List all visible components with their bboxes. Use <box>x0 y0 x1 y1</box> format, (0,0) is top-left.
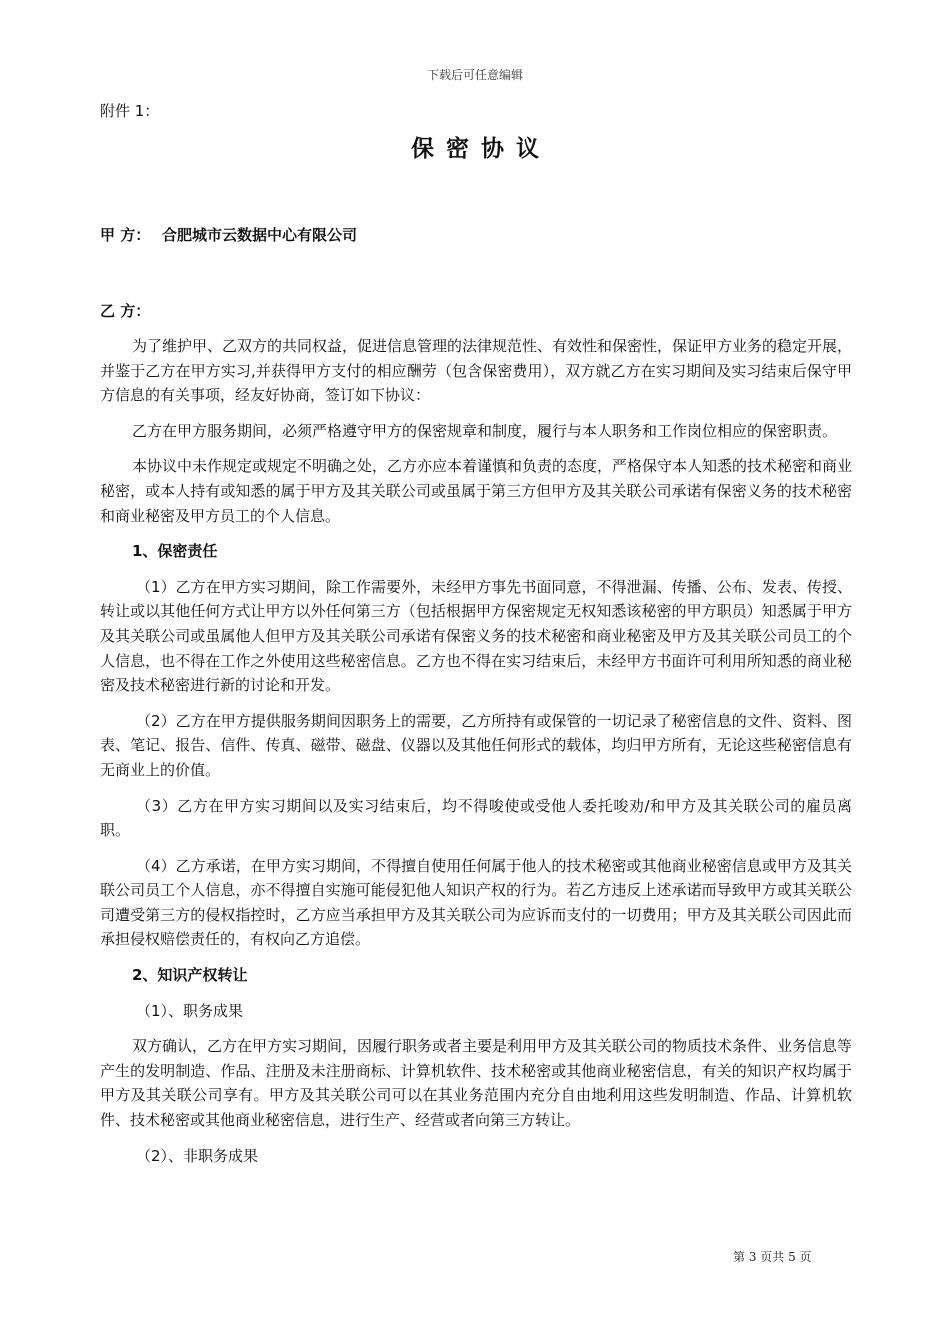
clause-paragraph: 双方确认，乙方在甲方实习期间，因履行职务或者主要是利用甲方及其关联公司的物质技术条件、业务信息等产生的发明制造、作品、注册及未注册商标、计算机软件、技术秘密或其他商业秘密信息，有关的知识产权均属于甲方及其关联公司享有。甲方及其关联公司可以在其业务范围内充分自由地利用这些发明制造、作品、计算机软件、技术秘密或其他商业秘密信息，进行生产、经营或者向第三方转让。 <box>100 1037 853 1130</box>
party-a-label: 甲 方： <box>100 226 151 244</box>
clause-item: （2）乙方在甲方提供服务期间因职务上的需要，乙方所持有或保管的一切记录了秘密信息的文件、资料、图表、笔记、报告、信件、传真、磁带、磁盘、仪器以及其他任何形式的载体，均归甲方所有，无论这些秘密信息有无商业上的价值。 <box>100 711 852 779</box>
document-title: 保密协议 <box>411 136 551 162</box>
party-a <box>100 224 357 246</box>
clause-item: （3）乙方在甲方实习期间以及实习结束后，均不得唆使或受他人委托唆劝/和甲方及其关联公司的雇员离职。 <box>100 796 852 840</box>
subsection-title: （1）、职务成果 <box>136 1001 244 1020</box>
section-heading-ip-transfer: 2、知识产权转让 <box>132 966 248 985</box>
party-b <box>100 300 162 322</box>
subsection-title: （2）、非职务成果 <box>136 1146 259 1165</box>
party-a-name: 合肥城市云数据中心有限公司 <box>162 226 358 244</box>
party-b-label: 乙 方： <box>100 302 151 320</box>
intro-paragraph: 本协议中未作规定或规定不明确之处，乙方亦应本着谨慎和负责的态度，严格保守本人知悉的技术秘密和商业秘密，或本人持有或知悉的属于甲方及其关联公司或虽属于第三方但甲方及其关联公司承诺有保密义务的技术秘密和商业秘密及甲方员工的个人信息。 <box>100 457 853 525</box>
page-number: 第 3 页共 5 页 <box>733 1250 812 1264</box>
section-heading-confidentiality: 1、保密责任 <box>132 542 218 561</box>
page-header-note: 下载后可任意编辑 <box>426 68 523 82</box>
intro-paragraph: 乙方在甲方服务期间，必须严格遵守甲方的保密规章和制度，履行与本人职务和工作岗位相应的保密职责。 <box>132 421 838 440</box>
clause-item: （1）乙方在甲方实习期间，除工作需要外，未经甲方事先书面同意，不得泄漏、传播、公布、发表、传授、转让或以其他任何方式让甲方以外任何第三方（包括根据甲方保密规定无权知悉该秘密的甲方职员）知悉属于甲方及其关联公司或虽属他人但甲方及其关联公司承诺有保密义务的技术秘密和商业秘密及甲方及其关联公司员工的个人信息，也不得在工作之外使用这些秘密信息。乙方也不得在实习结束后，未经甲方书面许可利用所知悉的商业秘密及技术秘密进行新的讨论和开发。 <box>100 577 852 695</box>
agreement-body <box>100 334 852 1179</box>
intro-paragraph: 为了维护甲、乙双方的共同权益，促进信息管理的法律规范性、有效性和保密性，保证甲方业务的稳定开展，并鉴于乙方在甲方实习,并获得甲方支付的相应酬劳（包含保密费用），双方就乙方在实习期间及实习结束后保守甲方信息的有关事项，经友好协商，签订如下协议： <box>100 337 853 405</box>
attachment-label: 附件 1： <box>100 102 160 120</box>
clause-item: （4）乙方承诺，在甲方实习期间，不得擅自使用任何属于他人的技术秘密或其他商业秘密信息或甲方及其关联公司员工个人信息，亦不得擅自实施可能侵犯他人知识产权的行为。若乙方违反上述承诺而导致甲方或其关联公司遭受第三方的侵权指控时，乙方应当承担甲方及其关联公司为应诉而支付的一切费用；甲方及其关联公司因此而承担侵权赔偿责任的，有权向乙方追偿。 <box>100 856 852 949</box>
